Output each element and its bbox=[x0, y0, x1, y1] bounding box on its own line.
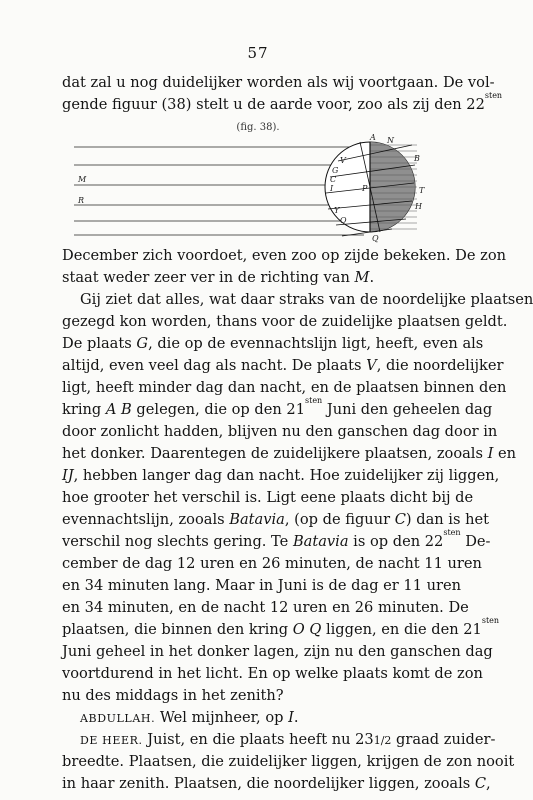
text-line: Gij ziet dat alles, wat daar straks van de noordelijke plaatsen bbox=[80, 291, 533, 308]
sun-rays bbox=[74, 147, 364, 235]
label-V: V bbox=[340, 156, 346, 165]
speaker: ABDULLAH. bbox=[80, 712, 156, 725]
text-line: kring A B gelegen, die op den $21^{sten}$ Juni den geheelen dag bbox=[62, 396, 493, 418]
speaker: DE HEER. bbox=[80, 734, 143, 747]
text-line: dat zal u nog duidelijker worden als wij voortgaan. De vol- bbox=[62, 74, 495, 91]
text-line: en 34 minuten lang. Maar in Juni is de dag er 11 uren bbox=[62, 577, 462, 594]
text-line: staat weder zeer ver in de richting van M. bbox=[62, 269, 375, 286]
label-R: R bbox=[78, 196, 85, 205]
label-O: O bbox=[340, 216, 347, 225]
text-line: December zich voordoet, even zoo op zijde bekeken. De zon bbox=[62, 247, 507, 264]
label-Q: Q bbox=[372, 234, 379, 243]
text-line: hoe grooter het verschil is. Ligt eene plaats dicht bij de bbox=[62, 489, 474, 506]
text-line: in haar zenith. Plaatsen, die noordelijker liggen, zooals C, bbox=[62, 775, 491, 792]
label-I: I bbox=[330, 184, 334, 193]
label-B: B bbox=[414, 154, 420, 163]
text-line: en 34 minuten, en de nacht 12 uren en 26 minuten. De bbox=[62, 599, 469, 616]
text-line: evennachtslijn, zooals Batavia, (op de figuur C) dan is het bbox=[62, 511, 489, 528]
text-line: cember de dag 12 uren en 26 minuten, de nacht 11 uren bbox=[62, 555, 482, 572]
label-T: T bbox=[419, 186, 425, 195]
text-line: voortdurend in het licht. En op welke plaats komt de zon bbox=[62, 665, 483, 682]
label-H: H bbox=[415, 202, 422, 211]
text-line: IJ, hebben langer dag dan nacht. Hoe zuidelijker zij liggen, bbox=[62, 467, 500, 484]
dialogue-line: DE HEER. Juist, en die plaats heeft nu 231/2 graad zuider- bbox=[80, 731, 496, 748]
label-P: P bbox=[362, 184, 368, 193]
text-line: Juni geheel in het donker lagen, zijn nu den ganschen dag bbox=[62, 643, 493, 660]
text-line: het donker. Daarentegen de zuidelijkere plaatsen, zooals I en bbox=[62, 445, 517, 462]
text-line: breedte. Plaatsen, die zuidelijker liggen, krijgen de zon nooit bbox=[62, 753, 515, 770]
label-M: M bbox=[78, 175, 87, 184]
dialogue-line: ABDULLAH. Wel mijnheer, op I. bbox=[80, 709, 299, 726]
text-line: verschil nog slechts gering. Te Batavia is op den $22^{sten}$ De- bbox=[62, 528, 491, 550]
label-A-top: A bbox=[370, 133, 376, 142]
text-line: door zonlicht hadden, blijven nu den ganschen dag door in bbox=[62, 423, 498, 440]
label-N: N bbox=[387, 136, 394, 145]
text-line: altijd, even veel dag als nacht. De plaats V, die noordelijker bbox=[62, 357, 504, 374]
text-line: nu des middags in het zenith? bbox=[62, 687, 284, 704]
text-line: plaatsen, die binnen den kring O Q liggen, en die den $21^{sten}$ bbox=[62, 616, 500, 638]
label-G: G bbox=[332, 166, 339, 175]
figure-caption: (fig. 38). bbox=[236, 122, 280, 133]
label-C: C bbox=[330, 175, 337, 184]
text-line: ligt, heeft minder dag dan nacht, en de plaatsen binnen den bbox=[62, 379, 507, 396]
text-line: gezegd kon worden, thans voor de zuidelijke plaatsen geldt. bbox=[62, 313, 508, 330]
text-line: gende figuur (38) stelt u de aarde voor, zoo als zij den $22^{sten}$ bbox=[62, 91, 503, 113]
page-number: 57 bbox=[247, 44, 269, 62]
earth-figure bbox=[72, 135, 432, 245]
label-Y: Y bbox=[334, 206, 340, 215]
text-line: De plaats G, die op de evennachtslijn ligt, heeft, even als bbox=[62, 335, 484, 352]
